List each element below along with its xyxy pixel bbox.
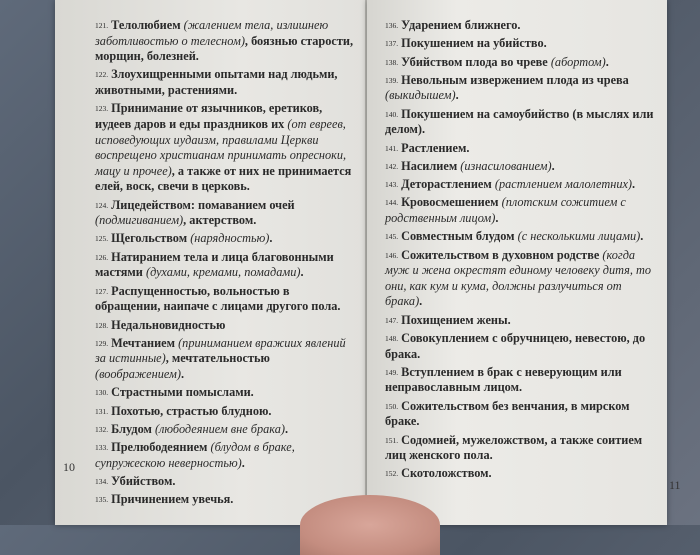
item-number: 146. — [385, 250, 399, 260]
item-number: 121. — [95, 21, 109, 30]
item-gloss: (нарядностью) — [190, 231, 270, 246]
item-number: 145. — [385, 232, 399, 242]
item-text: Насилием — [401, 158, 461, 173]
item-gloss: (блудом в браке, супружескою неверностью) — [95, 440, 295, 470]
right-page — [367, 0, 681, 525]
item-text: Убийством. — [111, 473, 176, 488]
item-text: Мечтанием — [111, 335, 179, 350]
item-number: 143. — [385, 180, 399, 190]
item-text: . — [551, 158, 555, 173]
item-number: 129. — [95, 338, 109, 348]
list-item — [385, 313, 655, 329]
item-gloss: (приниманием вражиих явлений за истинные) — [95, 335, 346, 366]
item-number: 135. — [95, 495, 109, 505]
item-text: . — [455, 88, 459, 103]
list-item — [385, 73, 655, 104]
item-number: 142. — [385, 161, 399, 171]
item-number: 127. — [95, 286, 109, 296]
list-item — [385, 195, 655, 226]
item-number: 131. — [95, 406, 109, 416]
item-gloss: (воображением) — [95, 366, 181, 381]
item-gloss: (плотским сожитием с родственным лицом) — [385, 195, 626, 226]
list-item — [385, 229, 655, 245]
item-text: Прелюбодеянием — [111, 440, 211, 455]
list-item — [95, 101, 357, 195]
item-text: . — [284, 421, 289, 436]
item-text: Содомией, мужеложством, а также соитием лиц женского пола. — [385, 432, 643, 463]
item-gloss: (от евреев, исповедующих иудаизм, правилами Церкви воспрещено христианам принимать опресноки, мацу и прочее) — [95, 116, 347, 178]
list-item — [95, 250, 357, 281]
page-number-left: 10 — [63, 460, 75, 474]
item-number: 138. — [385, 57, 399, 67]
item-text: . — [269, 231, 273, 246]
list-item — [385, 159, 655, 175]
item-number: 126. — [95, 252, 109, 262]
item-gloss: (выкидышем) — [385, 88, 456, 103]
list-item — [385, 466, 655, 482]
item-text: . — [640, 229, 644, 244]
list-item — [385, 55, 655, 71]
item-number: 133. — [95, 443, 109, 453]
item-text: Невольным извержением плода из чрева — [401, 72, 629, 87]
item-text: . — [180, 366, 185, 381]
item-number: 149. — [385, 367, 399, 377]
item-number: 147. — [385, 315, 399, 325]
list-item — [95, 284, 357, 315]
item-text: Покушением на убийство. — [401, 36, 547, 51]
list-item — [385, 399, 655, 430]
item-gloss: (любодеянием вне брака) — [154, 421, 285, 436]
item-text: Покушением на самоубийство (в мыслях или делом). — [385, 106, 654, 137]
left-page-text — [95, 18, 357, 511]
item-text: Похотью, страстью блудною. — [111, 403, 272, 418]
item-number: 130. — [95, 388, 109, 398]
item-number: 122. — [95, 70, 109, 80]
item-number: 134. — [95, 476, 109, 486]
item-number: 132. — [95, 424, 109, 434]
item-text: Вступлением в брак с неверующим или неправославным лицом. — [385, 364, 622, 395]
item-text: Совокуплением с обручницею, невестою, до брака. — [385, 330, 646, 361]
list-item — [385, 107, 655, 138]
item-text: Натиранием тела и лица благовонными мастями — [95, 249, 334, 280]
item-text: Сожительством без венчания, в мирском браке. — [385, 398, 630, 429]
item-text: Кровосмешением — [401, 195, 502, 210]
item-number: 141. — [385, 143, 399, 153]
list-item — [385, 36, 655, 52]
item-text: Лицедейством: помаванием очей — [111, 197, 295, 212]
list-item — [95, 198, 357, 229]
item-text: Совместным блудом — [401, 229, 518, 244]
item-number: 139. — [385, 75, 399, 85]
list-item — [385, 248, 655, 310]
item-text: . — [605, 54, 609, 69]
item-gloss: (абортом) — [550, 54, 606, 69]
item-number: 150. — [385, 401, 399, 411]
left-page — [55, 0, 367, 525]
item-text: Причинением увечья. — [111, 492, 234, 507]
item-gloss: (духами, кремами, помадами) — [145, 265, 301, 280]
list-item — [385, 141, 655, 157]
item-gloss: (жалением тела, излишнею заботливостью о телесном) — [95, 18, 329, 48]
item-number: 137. — [385, 39, 399, 49]
list-item — [385, 177, 655, 193]
item-text: Сожительством в духовном родстве — [401, 247, 603, 262]
item-text: Деторастлением — [401, 177, 495, 192]
list-item — [95, 440, 357, 471]
item-text: Скотоложством. — [401, 466, 492, 481]
item-number: 128. — [95, 320, 109, 330]
list-item — [385, 331, 655, 362]
right-page-text — [385, 18, 655, 485]
item-number: 144. — [385, 198, 399, 208]
item-text: Недальновидностью — [111, 317, 226, 332]
item-number: 125. — [95, 234, 109, 244]
list-item — [95, 404, 357, 420]
item-number: 124. — [95, 200, 109, 210]
item-number: 151. — [385, 435, 399, 445]
item-gloss: (когда муж и жена окрестят единому человеку дитя, то они, как кум и кума, должны разлучиться от брака) — [385, 247, 652, 309]
item-text: , мечтательностью — [165, 351, 270, 366]
item-text: , а также от них не принимается елей, воск, свечи в церковь. — [95, 163, 352, 194]
item-text: Принимание от язычников, еретиков, иудеев даров и еды праздников их — [95, 101, 323, 131]
page-number-right: 11 — [669, 478, 681, 492]
item-number: 136. — [385, 21, 399, 30]
list-item — [95, 474, 357, 490]
thumb — [300, 495, 440, 555]
item-text: , боязнью старости, морщин, болезней. — [95, 33, 354, 64]
item-text: . — [632, 177, 636, 192]
list-item — [385, 365, 655, 396]
item-text: Похищением жены. — [401, 312, 511, 327]
item-text: . — [419, 294, 423, 309]
list-item — [95, 422, 357, 438]
item-text: , актерством. — [183, 213, 257, 228]
item-text: Телолюбием — [111, 18, 184, 32]
item-text: . — [300, 265, 304, 280]
list-item — [385, 18, 655, 34]
list-item — [95, 318, 357, 334]
item-gloss: (с несколькими лицами) — [517, 229, 641, 244]
list-item — [95, 385, 357, 401]
list-item — [385, 433, 655, 464]
item-number: 123. — [95, 104, 109, 114]
item-text: Растлением. — [401, 140, 470, 155]
item-text: Злоухищренными опытами над людьми, животными, растениями. — [95, 67, 338, 98]
item-number: 140. — [385, 109, 399, 119]
list-item — [95, 336, 357, 383]
item-number: 148. — [385, 333, 399, 343]
list-item — [95, 67, 357, 98]
item-text: . — [241, 455, 245, 470]
item-gloss: (изнасилованием) — [460, 158, 552, 173]
item-text: Щегольством — [111, 231, 191, 246]
list-item — [95, 18, 357, 65]
item-gloss: (растлением малолетних) — [494, 177, 633, 192]
item-gloss: (подмигиванием) — [95, 213, 184, 228]
item-text: Блудом — [111, 421, 155, 436]
item-number: 152. — [385, 469, 399, 479]
item-text: Страстными помыслами. — [111, 385, 254, 400]
item-text: . — [495, 211, 499, 226]
item-text: Ударением ближнего. — [401, 18, 521, 32]
item-text: Распущенностью, вольностью в обращении, наипаче с лицами другого пола. — [95, 283, 341, 314]
item-text: Убийством плода во чреве — [401, 54, 551, 69]
list-item — [95, 231, 357, 247]
